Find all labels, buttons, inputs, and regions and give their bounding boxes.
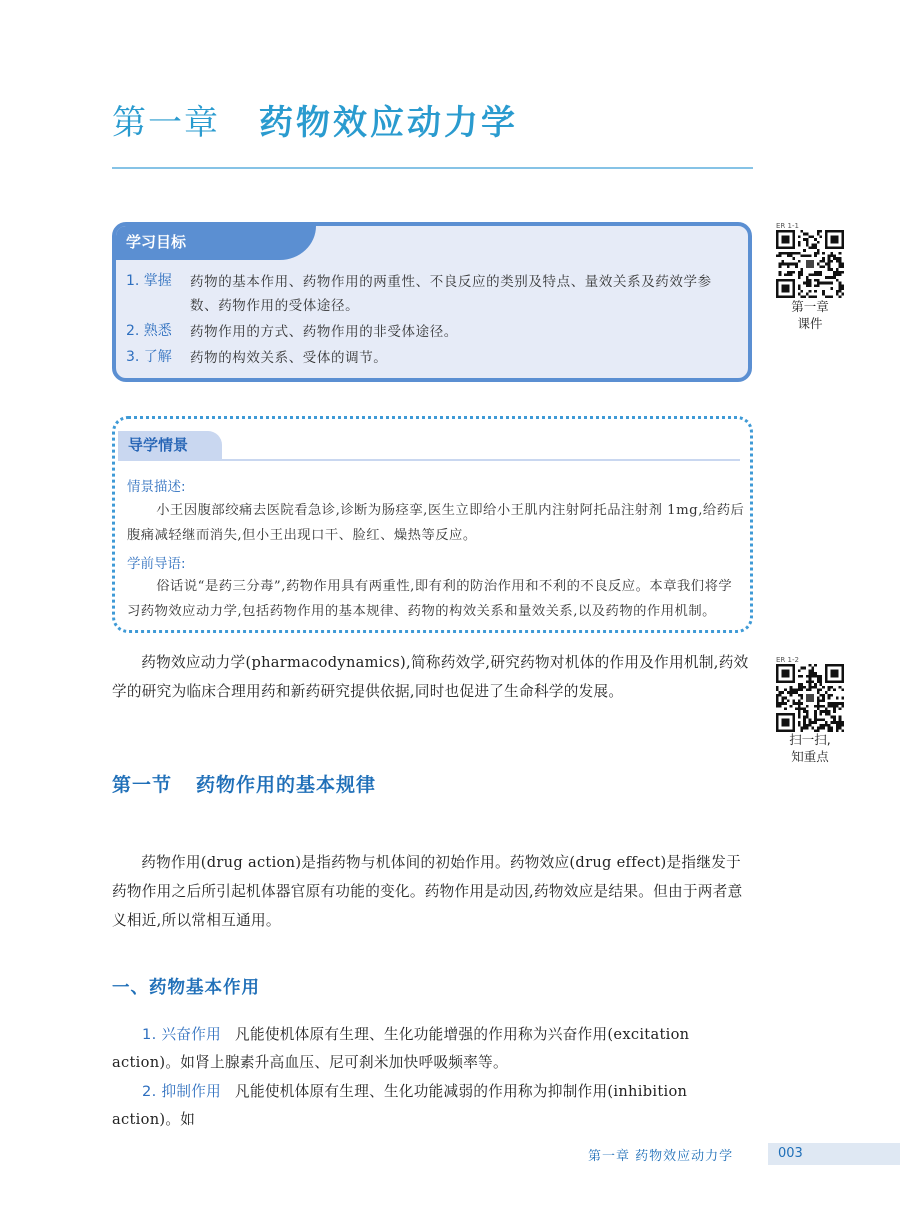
- section-paragraph: 药物作用(drug action)是指药物与机体间的初始作用。药物效应(drug effect)是指继发于药物作用之后所引起机体器官原有功能的变化。药物作用是动因,药物效应是结果。但由于两者意义相近,所以常相互通用。: [112, 854, 743, 929]
- qr-caption-line: 课件: [797, 316, 823, 331]
- qr-caption-line: 扫一扫,: [789, 732, 831, 747]
- chapter-title: 药物效应动力学: [259, 103, 518, 143]
- chapter-divider: [112, 167, 753, 169]
- objectives-title: 学习目标: [116, 226, 316, 260]
- objective-text: 药物作用的方式、药物作用的非受体途径。: [190, 324, 458, 340]
- objective-item: [126, 268, 738, 318]
- objective-level: 3. 了解: [126, 349, 172, 365]
- page-number: 003: [768, 1143, 900, 1165]
- learning-objectives-box: [112, 222, 752, 382]
- objective-text: 药物的构效关系、受体的调节。: [190, 350, 388, 366]
- chapter-header: [112, 95, 752, 155]
- guide-title: 导学情景: [118, 431, 222, 459]
- objective-item: [126, 318, 738, 344]
- list-item: [112, 1078, 753, 1134]
- guide-situation-box: [112, 416, 753, 633]
- qr-caption-line: 知重点: [791, 749, 829, 764]
- qr-caption-line: 第一章: [791, 299, 829, 314]
- intro-paragraph: 药物效应动力学(pharmacodynamics),简称药效学,研究药物对机体的作用及作用机制,药效学的研究为临床合理用药和新药研究提供依据,同时也促进了生命科学的发展。: [112, 654, 749, 700]
- item-text: 凡能使机体原有生理、生化功能减弱的作用称为抑制作用(inhibition action)。如: [112, 1083, 688, 1128]
- subsection-title: 一、药物基本作用: [112, 978, 260, 998]
- item-label: 1. 兴奋作用: [142, 1026, 222, 1043]
- guide-title-underline: [118, 459, 740, 461]
- item-label: 2. 抑制作用: [142, 1083, 222, 1100]
- qr-code-key-points[interactable]: [776, 664, 844, 732]
- objective-level: 1. 掌握: [126, 273, 172, 289]
- intro-label: 学前导语:: [127, 556, 186, 572]
- section-number: 第一节: [112, 774, 173, 796]
- objective-item: [126, 344, 738, 370]
- objective-level: 2. 熟悉: [126, 323, 172, 339]
- scene-label: 情景描述:: [127, 479, 186, 495]
- qr-caption: [765, 731, 855, 765]
- section-title-text: 药物作用的基本规律: [196, 774, 377, 796]
- intro-text: 俗话说“是药三分毒”,药物作用具有两重性,即有利的防治作用和不利的不良反应。本章我们将学习药物效应动力学,包括药物作用的基本规律、药物的构效关系和量效关系,以及药物的作用机制。: [127, 579, 733, 619]
- qr-code-courseware[interactable]: [776, 230, 844, 298]
- qr-caption: [765, 298, 855, 332]
- qr-code-id: ER 1-2: [776, 656, 799, 664]
- objectives-list: [126, 268, 738, 370]
- objective-text: 药物的基本作用、药物作用的两重性、不良反应的类别及特点、量效关系及药效学参数、药物作用的受体途径。: [190, 274, 712, 314]
- qr-code-id: ER 1-1: [776, 222, 799, 230]
- item-text: 凡能使机体原有生理、生化功能增强的作用称为兴奋作用(excitation action)。如肾上腺素升高血压、尼可刹米加快呼吸频率等。: [112, 1026, 690, 1071]
- chapter-number: 第一章: [112, 103, 220, 143]
- section-title: [112, 770, 376, 797]
- list-item: [112, 1021, 753, 1077]
- scene-text: 小王因腹部绞痛去医院看急诊,诊断为肠痉挛,医生立即给小王肌内注射阿托品注射剂 1mg,给药后腹痛减轻继而消失,但小王出现口干、脸红、燥热等反应。: [127, 503, 745, 543]
- running-title: 第一章 药物效应动力学: [588, 1149, 734, 1164]
